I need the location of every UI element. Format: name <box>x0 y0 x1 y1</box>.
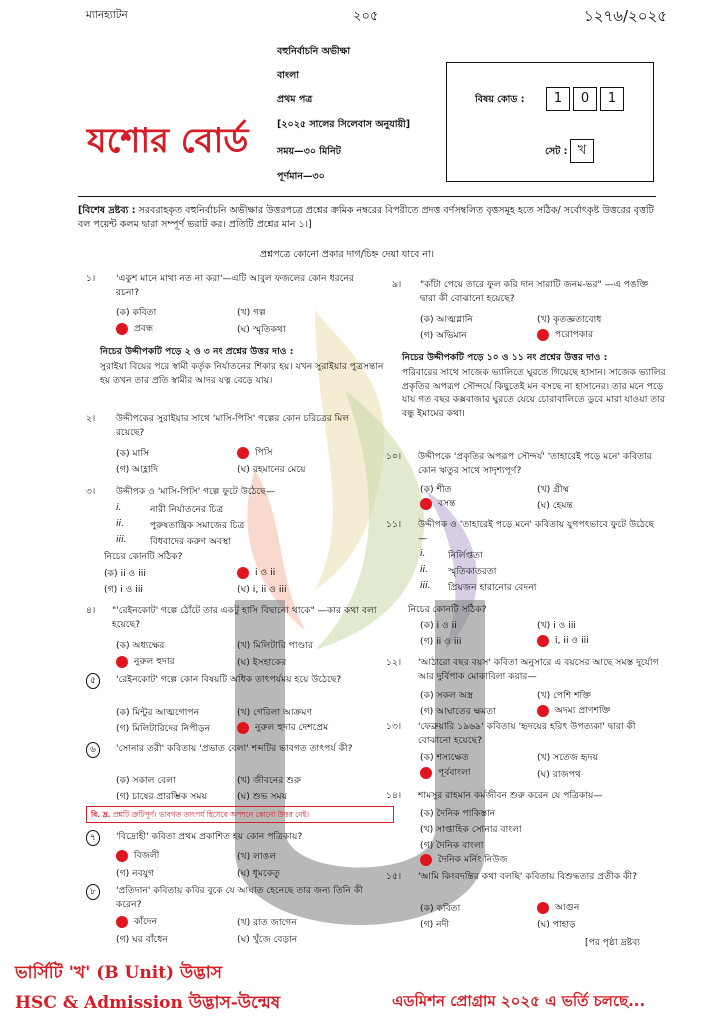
board-title: যশোর বোর্ড <box>87 121 249 161</box>
q-number: ৬ <box>86 742 100 758</box>
option: (ক) i ও ii <box>420 620 457 631</box>
filled-answer-icon <box>537 635 549 647</box>
option: (ঘ) i, ii ও iii <box>237 584 287 595</box>
option-selected: নুরুল হুদার <box>116 654 175 669</box>
footer-line-2: HSC & Admission উদ্ভাস-উন্মেষ <box>15 993 281 1013</box>
option: (খ) জীবনের শুরু <box>237 775 302 786</box>
filled-answer-icon <box>420 767 432 779</box>
option: (গ) দৈনিক বাংলা <box>420 840 484 851</box>
stem-2: নিচের উদ্দীপকটি পড়ে ১০ ও ১১ নং প্রশ্নের উত্তর দাও : <box>402 352 608 363</box>
filled-answer-icon <box>537 705 549 717</box>
option-selected: অদম্য প্রাণশক্তি <box>537 703 611 718</box>
option: (ক) আত্মগ্লানি <box>420 314 473 325</box>
statement: নির্লিপ্ততা <box>448 550 483 561</box>
question-11 <box>386 518 666 544</box>
notice-warning: প্রশ্নপত্রে কোনো প্রকার দাগ/চিহ্ন দেয়া যাবে না। <box>260 249 435 260</box>
option: (ঘ) পাহাড় <box>537 919 576 930</box>
option: (গ) ঘর বাঁধেন <box>116 934 168 945</box>
option-selected: কাঁদেন <box>116 914 157 929</box>
option: (গ) i ও iii <box>104 584 143 595</box>
question-15 <box>386 870 666 884</box>
stem-1: নিচের উদ্দীপকটি পড়ে ২ ও ৩ নং প্রশ্নের উত্তর দাও : <box>100 346 294 357</box>
code-box <box>446 62 654 182</box>
filled-answer-icon <box>420 854 432 866</box>
footer-line-1: ভার্সিটি 'খ' (B Unit) উদ্ভাস <box>15 963 222 983</box>
statement: নারী নির্যাতনের চিত্র <box>150 504 224 515</box>
code-digit: 0 <box>573 87 597 111</box>
option-selected: পিসি <box>237 445 273 460</box>
filled-answer-icon <box>420 498 432 510</box>
notice-text: সরবরাহকৃত বহুনির্বাচনি অভীক্ষার উত্তরপত্রে প্রশ্নের ক্রমিক নম্বরের বিপরীতে প্রদত্ত বর্ণসম্বলিত বৃত্তসমূহ হতে সঠিক/ সর্বোৎকৃষ্ট উত্তরের বৃত্তটি বল পয়েন্ট কলম দ্বারা সম্পূর্ণ ভরাট কর। প্রতিটি প্রশ্নের মান ১।] <box>78 205 654 230</box>
subject-code-label: বিষয় কোড : <box>475 94 525 105</box>
code-digit: 1 <box>600 87 624 111</box>
question-1 <box>86 272 371 298</box>
option: (ক) কবিতা <box>420 903 461 914</box>
option-selected: দৈনিক মর্নিং নিউজ <box>420 852 508 867</box>
option-selected: প্রবন্ধ <box>116 321 153 336</box>
option: (খ) লাঙল <box>237 851 277 862</box>
option: (খ) মিলিটারি পাণ্ডার <box>237 640 314 651</box>
statement-number: i. <box>116 502 122 513</box>
q-number: ১৩। <box>386 721 402 732</box>
q-number: ৯। <box>392 279 402 290</box>
filled-answer-icon <box>116 656 128 668</box>
option: (খ) গ্রীষ্ম <box>537 484 570 495</box>
exam-type: বহুনির্বাচনি অভীক্ষা <box>277 46 351 57</box>
q-text: 'সোনার তরী' কবিতায় 'প্রভাত বেলা' শব্দটির ভাবগত তাৎপর্য কী? <box>116 743 353 754</box>
stem-2-text: পরিবারের সাথে সাজেক ভ্যালিতে ঘুরতে গিয়েছে হাসান। সাজেক ভ্যালির প্রকৃতির অপরূপ সৌন্দর্যে কিছুতেই মন বসছে না হাসানের। তার মনে পড়ে যায় গত বছর কক্সবাজার ঘুরতে যেয়ে চোরাবালিতে ডুবে মারা যাওয়া তার বন্ধু ইমামের কথা। <box>402 367 666 419</box>
set-label: সেট : <box>545 146 568 157</box>
question-2 <box>86 412 386 438</box>
option: (ক) শস্যক্ষেত <box>420 752 469 763</box>
q-number: ১৫। <box>386 871 402 882</box>
statement: পুরুষতান্ত্রিক সমাজের চিত্র <box>150 520 245 531</box>
filled-answer-icon <box>237 722 249 734</box>
exam-subject: বাংলা <box>277 70 299 81</box>
q-text: "কাঁটা পেয়ে তারে ফুল করি দান সারাটি জনম-ভর" —এ পঙক্তি দ্বারা কী বোঝানো হয়েছে? <box>420 279 649 304</box>
option: (ক) মাসি <box>116 448 149 459</box>
option: (খ) সাপ্তাহিক সোনার বাংলা <box>420 824 522 835</box>
option-selected: বিজলী <box>116 848 159 863</box>
header-code: ১২৭৬/২০২৫ <box>584 7 668 25</box>
question-13 <box>386 720 666 746</box>
next-page-note: [পর পৃষ্ঠা দ্রষ্টব্য <box>585 937 640 948</box>
q-text: উদ্দীপক ও 'তাহারেই পড়ে মনে' কবিতায় যুগপৎভাবে ফুটে উঠেছে— <box>418 519 655 544</box>
question-7 <box>86 830 386 846</box>
q-text: 'রেইনকোট' গল্পে কোন বিষয়টি অধিক তাৎপর্যময় হয়ে উঠেছে? <box>116 674 342 685</box>
filled-answer-icon <box>237 447 249 459</box>
option: (ঘ) হেমন্ত <box>537 500 573 511</box>
question-5 <box>86 673 386 689</box>
option: (ক) অধ্যক্ষের <box>116 640 165 651</box>
q-text: "'রেইনকোট' গল্পে ঠোঁটে তার একটু হাসি বিছানো থাকে" —কার কথা বলা হয়েছে? <box>112 605 377 630</box>
option: (গ) নবযুগ <box>116 868 155 879</box>
exam-syllabus: [২০২৫ সালের সিলেবাস অনুযায়ী] <box>277 119 411 130</box>
exam-paper: প্রথম পত্র <box>277 94 313 105</box>
option: (গ) অভিমান <box>420 330 467 341</box>
header-page: ২০৫ <box>353 9 379 24</box>
option: (খ) গল্প <box>237 307 266 318</box>
q-text: 'বিদ্রোহী' কবিতা প্রথম প্রকাশিত হয় কোন পত্রিকায়? <box>116 831 303 842</box>
option: (ক) শীত <box>420 484 452 495</box>
filled-answer-icon <box>537 329 549 341</box>
question-12 <box>386 656 666 682</box>
q-text: 'একুশ মানে মাথা নত না করা'—এটি আবুল ফজলের কোন ধরনের রচনা? <box>116 273 354 298</box>
notice <box>78 204 658 232</box>
q-number: ৫ <box>86 673 100 689</box>
option: (ক) কবিতা <box>116 307 157 318</box>
question-3 <box>86 485 386 499</box>
filled-answer-icon <box>116 323 128 335</box>
option: (ক) দৈনিক পাকিস্তান <box>420 808 496 819</box>
option: (ক) সকল অস্ত্র <box>420 690 474 701</box>
option-selected: আগুন <box>537 900 579 915</box>
q-number: ৪। <box>86 605 96 616</box>
correction-note <box>86 806 394 823</box>
q-text: শামসুর রাহমান কর্মজীবন শুরু করেন যে পত্রিকায়— <box>418 790 603 801</box>
statement-number: iii. <box>116 534 127 545</box>
divider <box>78 196 656 197</box>
exam-time: সময়—৩০ মিনিট <box>277 146 341 157</box>
question-ask: নিচের কোনটি সঠিক? <box>104 551 183 562</box>
q-number: ২। <box>86 413 96 424</box>
option: (ঘ) শুভ সময় <box>237 791 288 802</box>
q-number: ৮ <box>86 884 100 900</box>
question-8 <box>86 884 386 910</box>
filled-answer-icon <box>116 916 128 928</box>
option: (ক) ii ও iii <box>104 568 146 579</box>
question-10 <box>386 450 666 476</box>
q-number: ১১। <box>386 519 402 530</box>
option: (ঘ) খুঁজে বেড়ান <box>237 934 298 945</box>
question-6 <box>86 742 386 758</box>
option-selected: পরোপকার <box>537 327 593 342</box>
option: (গ) ii ও iii <box>420 636 462 647</box>
question-4 <box>86 604 386 630</box>
statement-number: ii. <box>420 564 429 575</box>
q-text: উদ্দীপকের সুরাইয়ার সাথে 'মাসি-পিসি' গল্পের কোন চরিত্রের মিল রয়েছে? <box>116 413 350 438</box>
statement-number: iii. <box>420 580 431 591</box>
question-ask: নিচের কোনটি সঠিক? <box>408 604 487 615</box>
code-digit: 1 <box>546 87 570 111</box>
q-text: উদ্দীপক ও 'মাসি-পিসি' গল্পে ফুটে উঠেছে— <box>116 486 275 497</box>
statement: প্রিয়জন হারানোর বেদনা <box>448 582 537 593</box>
option: (গ) চাষের প্রারম্ভিক সময় <box>116 791 207 802</box>
statement-number: ii. <box>116 518 125 529</box>
option: (গ) আহ্লাদি <box>116 464 159 475</box>
notice-label: [বিশেষ দ্রষ্টব্য : <box>78 205 136 216</box>
q-number: ১০। <box>386 451 402 462</box>
option-selected: i, ii ও iii <box>537 633 589 648</box>
option: (খ) i ও iii <box>537 620 576 631</box>
option: (ঘ) স্মৃতিকথা <box>237 324 286 335</box>
option: (গ) আঘাতের ক্ষমতা <box>420 706 496 717</box>
set-value: খ <box>570 139 594 163</box>
option: (ঘ) ধূমকেতু <box>237 868 281 879</box>
option-selected: পূর্ববাংলা <box>420 765 471 780</box>
exam-marks: পূর্ণমান—৩০ <box>277 171 325 182</box>
option: (ক) মিন্টুর আত্মগোপন <box>116 707 200 718</box>
stem-1-text: সুরাইয়া বিয়ের পরে স্বামী কর্তৃক নির্যাতনের শিকার হয়। যখন সুরাইয়ার পুত্রসন্তান হয় তখন তার প্রতি স্বামীর আদর যত্ন বেড়ে যায়। <box>100 361 384 386</box>
q-number: ১২। <box>386 657 402 668</box>
filled-answer-icon <box>116 850 128 862</box>
header-left: ম্যানহ্যাটন <box>86 9 128 21</box>
option: (ঘ) ইসহাকের <box>237 657 287 668</box>
q-text: 'আঠারো বছর বয়স' কবিতা অনুসারে এ বয়সের আছে সমস্ত দুর্যোগ আর দুর্বিপাক মোকাবিলা করার— <box>418 657 659 682</box>
statement-number: i. <box>420 548 426 559</box>
note-text: প্রশ্নটি ত্রুটিপূর্ণ। ভাবগত তাৎপর্য হিসেবে অপশনে কোনো উত্তর নেই। <box>112 810 310 819</box>
footer-right: এডমিশন প্রোগ্রাম ২০২৫ এ ভর্তি চলছে... <box>392 992 646 1010</box>
option: (ঘ) রহমানের মেয়ে <box>237 464 306 475</box>
statement: বিধবাদের করুণ অবস্থা <box>150 536 231 547</box>
filled-answer-icon <box>237 567 249 579</box>
option: (গ) মিলিটারিদের নিপীড়ন <box>116 723 211 734</box>
option: (খ) সতেজ হৃদয় <box>537 752 599 763</box>
option: (গ) নদী <box>420 919 450 930</box>
question-9 <box>392 278 662 304</box>
option-selected: i ও ii <box>237 565 275 580</box>
q-number: ৩। <box>86 486 96 497</box>
q-text: 'ফেব্রুয়ারি ১৯৬৯' কবিতায় 'হৃদয়ের হরিৎ উপত্যকা' দ্বারা কী বোঝানো হয়েছে? <box>418 721 636 746</box>
q-number: ১। <box>86 273 96 284</box>
q-text: 'প্রতিদান' কবিতায় কবির বুকে যে আঘাত হেনেছে তার জন্য তিনি কী করেন? <box>116 885 363 910</box>
q-text: 'আমি কিংবদন্তির কথা বলছি' কবিতায় বিশুদ্ধতার প্রতীক কী? <box>418 871 637 882</box>
filled-answer-icon <box>537 902 549 914</box>
q-number: ১৪। <box>386 790 402 801</box>
option-selected: নুরুল হুদার দেশপ্রেম <box>237 720 328 735</box>
option: (ক) সকাল বেলা <box>116 775 176 786</box>
option: (খ) কৃতজ্ঞতাবোধ <box>537 314 602 325</box>
option: (খ) রাত জাগেন <box>237 917 297 928</box>
option-selected: বসন্ত <box>420 496 456 511</box>
question-14 <box>386 789 666 803</box>
note-label: বি. দ্র. <box>91 810 111 819</box>
q-text: উদ্দীপকে 'প্রকৃতির অপরূপ সৌন্দর্য' 'তাহারেই পড়ে মনে' কবিতার কোন ঋতুর সাথে সাদৃশ্যপূর্ণ? <box>418 451 652 476</box>
option: (খ) গেরিলা আক্রমণ <box>237 707 313 718</box>
option: (খ) পেশি শক্তি <box>537 690 592 701</box>
q-number: ৭ <box>86 830 100 846</box>
option: (ঘ) রাজপথ <box>537 769 581 780</box>
statement: স্মৃতিকাতরতা <box>448 566 497 577</box>
